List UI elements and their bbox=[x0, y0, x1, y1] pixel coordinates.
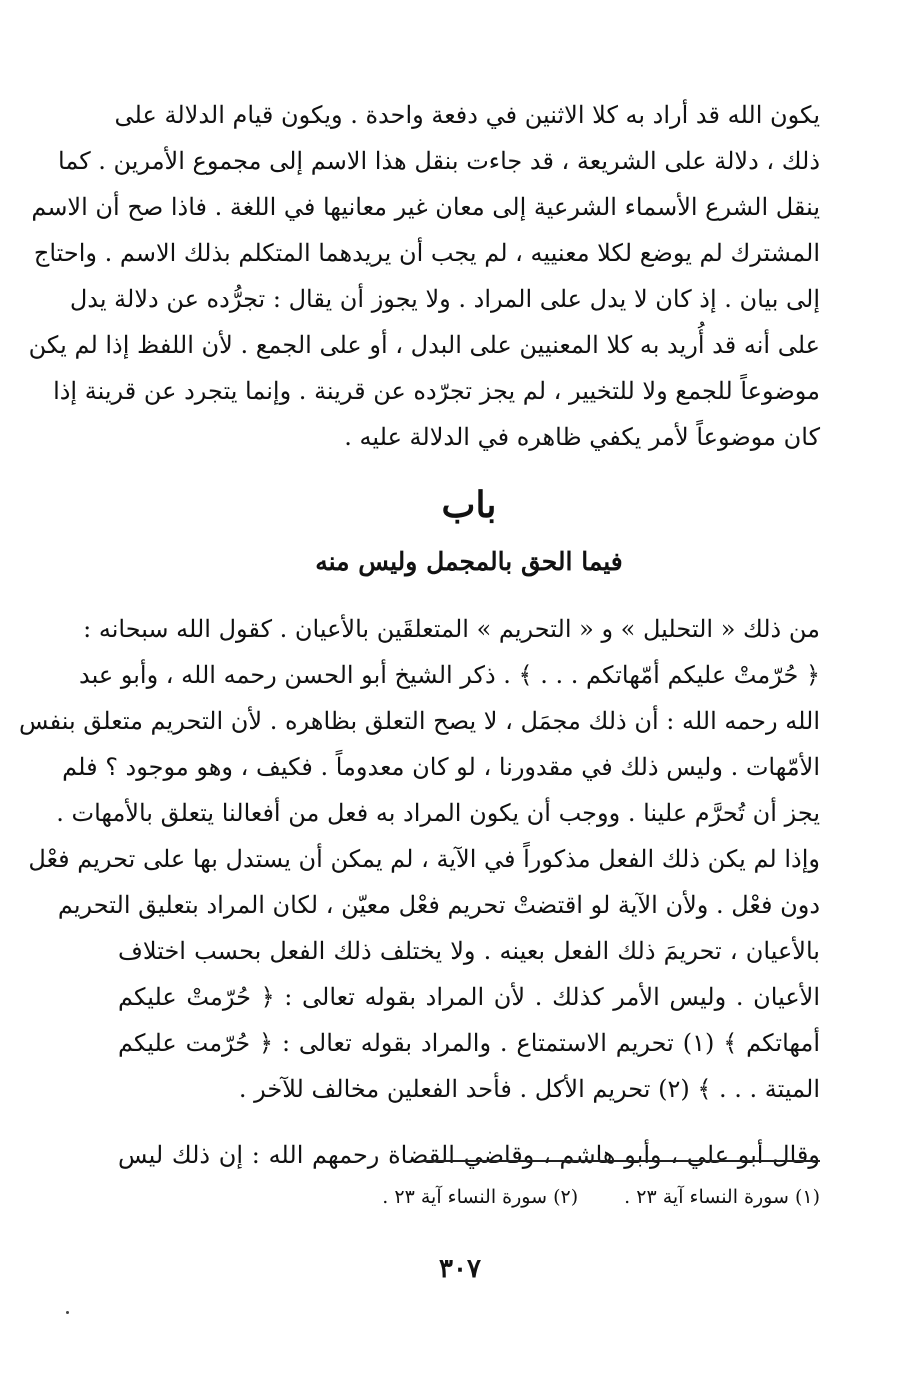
chapter-subtitle: فيما الحق بالمجمل وليس منه bbox=[315, 547, 623, 576]
page-number: ٣٠٧ bbox=[439, 1254, 481, 1284]
text-line: يجز أن تُحرَّم علينا . ووجب أن يكون المراد به فعل من أفعالنا يتعلق بالأمهات . bbox=[56, 799, 820, 827]
text-line: الأمّهات . وليس ذلك في مقدورنا ، لو كان معدوماً . فكيف ، وهو موجود ؟ فلم bbox=[62, 753, 820, 781]
text-line: من ذلك « التحليل » و « التحريم » المتعلقَين بالأعيان . كقول الله سبحانه : bbox=[83, 615, 820, 643]
footnotes bbox=[382, 1186, 820, 1208]
text-line: ﴿ حُرّمتْ عليكم أمّهاتكم . . . ﴾ . ذكر الشيخ أبو الحسن رحمه الله ، وأبو عبد bbox=[79, 661, 820, 689]
chapter-title: باب bbox=[441, 484, 497, 526]
text-line: بالأعيان ، تحريمَ ذلك الفعل بعينه . ولا يختلف ذلك الفعل بحسب اختلاف bbox=[118, 937, 820, 965]
text-line: يكون الله قد أراد به كلا الاثنين في دفعة واحدة . ويكون قيام الدلالة على bbox=[114, 101, 820, 129]
text-line: ذلك ، دلالة على الشريعة ، قد جاءت بنقل هذا الاسم إلى مجموع الأمرين . كما bbox=[58, 147, 820, 175]
text-line: وإذا لم يكن ذلك الفعل مذكوراً في الآية ، لم يمكن أن يستدل بها على تحريم فعْل bbox=[28, 845, 820, 873]
footnote-1: (١) سورة النساء آية ٢٣ . bbox=[624, 1186, 820, 1208]
scan-speck bbox=[66, 1311, 69, 1314]
text-line: وقال أبو علي ، وأبو هاشم ، وقاضي القضاة رحمهم الله : إن ذلك ليس bbox=[118, 1141, 820, 1169]
text-line: الميتة . . . ﴾ (٢) تحريم الأكل . فأحد الفعلين مخالف للآخر . bbox=[238, 1075, 820, 1103]
text-line: ينقل الشرع الأسماء الشرعية إلى معان غير معانيها في اللغة . فاذا صح أن الاسم bbox=[31, 193, 820, 221]
paragraph-2 bbox=[19, 606, 820, 1112]
footnote-separator bbox=[422, 1160, 820, 1162]
paragraph-1 bbox=[28, 92, 820, 460]
text-line: الأعيان . وليس الأمر كذلك . لأن المراد بقوله تعالى : ﴿ حُرّمتْ عليكم bbox=[118, 983, 820, 1011]
text-line: الله رحمه الله : أن ذلك مجمَل ، لا يصح التعلق بظاهره . لأن التحريم متعلق بنفس bbox=[19, 707, 820, 735]
text-line: كان موضوعاً لأمر يكفي ظاهره في الدلالة عليه . bbox=[344, 423, 820, 451]
footnote-2: (٢) سورة النساء آية ٢٣ . bbox=[382, 1186, 579, 1208]
paragraph-3 bbox=[118, 1132, 820, 1178]
text-line: على أنه قد أُريد به كلا المعنيين على البدل ، أو على الجمع . لأن اللفظ إذا لم يكن bbox=[28, 331, 820, 359]
page-body bbox=[19, 92, 820, 1178]
text-line: المشترك لم يوضع لكلا معنييه ، لم يجب أن يريدهما المتكلم بذلك الاسم . واحتاج bbox=[33, 239, 820, 267]
text-line: إلى بيان . إذ كان لا يدل على المراد . ولا يجوز أن يقال : تجرُّده عن دلالة يدل bbox=[69, 285, 820, 313]
text-line: دون فعْل . ولأن الآية لو اقتضتْ تحريم فعْل معيّن ، لكان المراد بتعليق التحريم bbox=[57, 891, 820, 919]
text-line: أمهاتكم ﴾ (١) تحريم الاستمتاع . والمراد بقوله تعالى : ﴿ حُرّمت عليكم bbox=[118, 1029, 820, 1057]
text-line: موضوعاً للجمع ولا للتخيير ، لم يجز تجرّده عن قرينة . وإنما يتجرد عن قرينة إذا bbox=[53, 377, 820, 405]
